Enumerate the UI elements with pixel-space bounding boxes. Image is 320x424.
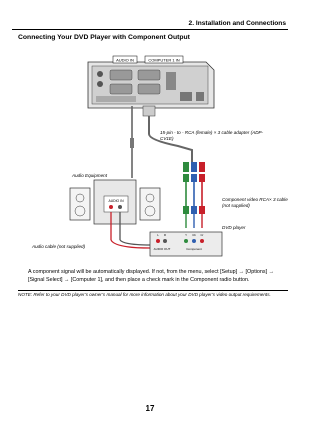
dvd-port-cr: Cr [200, 233, 204, 237]
dvd-component-label: Component [186, 247, 202, 251]
note-text: NOTE: Refer to your DVD player’s owner’s manual for more information about your DVD player’s video output requirements. [18, 292, 271, 297]
audio-in-port-label: AUDIO IN [116, 57, 134, 63]
adapter-caption: 15-pin - to - RCA (female) × 3 cable adapter (ADP-CV1E) [160, 130, 264, 141]
dvd-port-r: R [163, 233, 167, 237]
audio-cable-caption: Audio cable (not supplied) [32, 244, 86, 249]
audio-equipment-caption: Audio Equipment [72, 173, 107, 178]
dvd-audio-out-label: AUDIO OUT [153, 247, 171, 251]
page-heading: Connecting Your DVD Player with Component Output [18, 34, 190, 41]
page-number: 17 [145, 404, 155, 413]
dvd-port-y: Y [185, 233, 187, 237]
dvd-player-caption: DVD player [222, 225, 246, 230]
left-speaker [70, 188, 90, 220]
right-speaker [140, 188, 160, 220]
dvd-port-cb: Cb [192, 233, 196, 237]
note-rule [18, 290, 288, 291]
projector-audio-cable [130, 106, 134, 178]
audio-in-equipment-label: AUDIO IN [108, 199, 124, 203]
computer-in-port-label: COMPUTER 1 IN [148, 57, 180, 63]
section-title: 2. Installation and Connections [188, 20, 286, 27]
component-cable-caption: Component video RCA× 3 cable (not supplied) [222, 197, 288, 208]
component-cable [183, 174, 205, 228]
projector [88, 62, 214, 108]
dvd-port-l: L [157, 233, 159, 237]
instruction-paragraph: A component signal will be automatically displayed. If not, from the menu, select [Setup] → [Options] → [Signal Select] → [Computer 1], and then place a check mark in the Component radio button. [28, 269, 274, 284]
